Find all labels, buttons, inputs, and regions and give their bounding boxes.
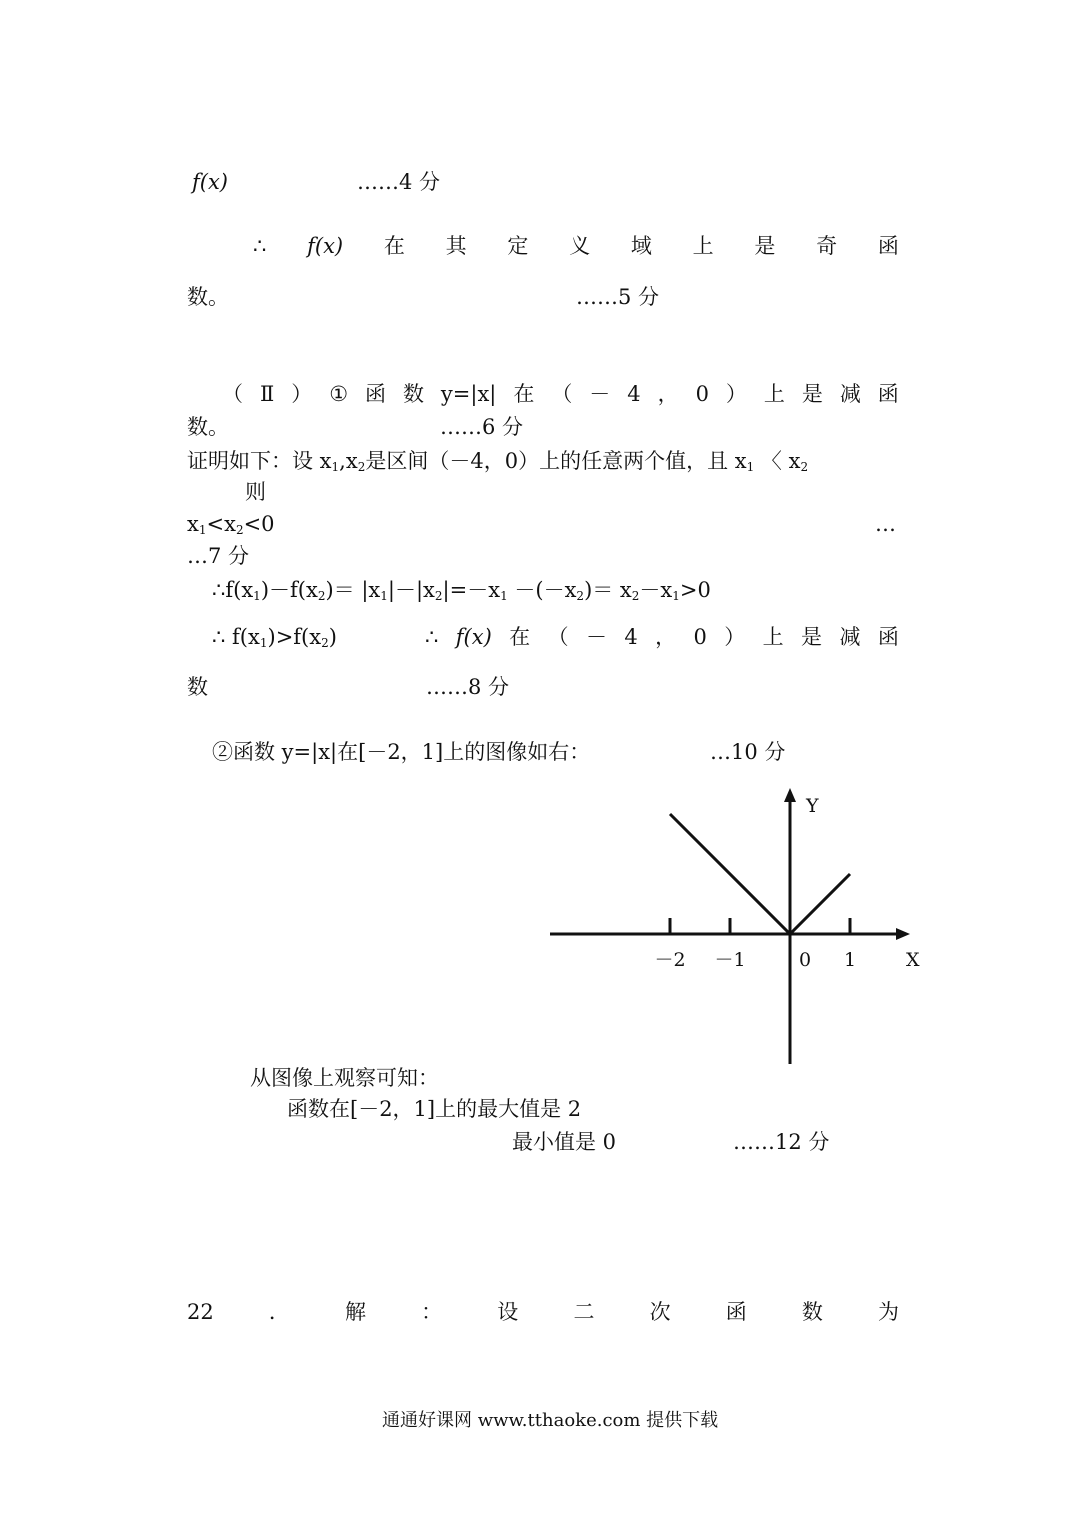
observation-3: 最小值是 0 <box>512 1130 617 1154</box>
observation-2: 函数在[－2，1]上的最大值是 2 <box>287 1097 582 1121</box>
char: 函 <box>877 382 899 406</box>
score-8: ……8 分 <box>426 675 510 699</box>
x-tick-label: －1 <box>714 949 746 971</box>
char: 域 <box>630 234 652 258</box>
line-end: 数 <box>187 675 208 699</box>
x-tick-label: 1 <box>843 949 857 971</box>
line-end: 数。 <box>187 285 229 309</box>
graph-intro: ②函数 y=|x|在[－2，1]上的图像如右： <box>212 740 591 764</box>
char: ① <box>329 382 349 406</box>
char: ） <box>725 382 747 406</box>
char: 4 <box>627 382 641 406</box>
char: ， <box>657 382 679 406</box>
char: 奇 <box>816 234 838 258</box>
abs-curve <box>670 814 850 934</box>
char: 减 <box>839 382 861 406</box>
char: ： <box>421 1300 443 1324</box>
char: 上 <box>692 234 714 258</box>
score-10: …10 分 <box>710 740 786 764</box>
proof-line: 证明如下：设 $x_1,x_2$是区间（－4，0）上的任意两个值，且 $x_1$ 〈 $x_2$ <box>187 449 809 474</box>
score-12: ……12 分 <box>733 1130 830 1154</box>
char: 数 <box>402 382 424 406</box>
question-22 <box>187 1302 899 1323</box>
conclusion-left: ∴ $f(x_1)>f(x_2)$ <box>212 625 337 650</box>
char: ． <box>268 1300 290 1324</box>
char: 在 <box>513 382 535 406</box>
difference-line: $\therefore f(x_1)-f(x_2)= |x_1|-|x_2|=-x_1 -(-x_2)= x_2-x_1>0$ <box>212 578 711 603</box>
char: 22 <box>187 1300 214 1324</box>
char: 在 <box>509 625 531 649</box>
char: 定 <box>507 234 529 258</box>
dots: … <box>875 512 896 536</box>
fx-text: f(x) <box>307 234 344 258</box>
y-axis-label: Y <box>806 795 819 817</box>
char: 函 <box>877 625 899 649</box>
line-end: 数。 <box>187 415 229 439</box>
score-4: ……4 分 <box>357 170 441 194</box>
footer: 通通好课网 www.tthaoke.com 提供下载 <box>382 1410 719 1431</box>
char: 义 <box>569 234 591 258</box>
fx-text: f(x) <box>192 170 229 194</box>
char: － <box>585 625 607 649</box>
char: Ⅱ <box>259 382 275 406</box>
char: 数 <box>801 1300 823 1324</box>
y-axis <box>784 788 796 1064</box>
char: （ <box>551 382 573 406</box>
char: 二 <box>573 1300 595 1324</box>
char: － <box>589 382 611 406</box>
conclusion-right <box>425 627 899 648</box>
odd-function-line <box>253 236 899 257</box>
observation-1: 从图像上观察可知： <box>250 1066 439 1090</box>
inequality: $x_1<x_2<0$ <box>187 512 275 537</box>
then-text: 则 <box>245 480 266 504</box>
therefore-symbol: ∴ <box>253 234 267 258</box>
char: 是 <box>801 625 823 649</box>
char: 其 <box>445 234 467 258</box>
x-tick-label: －2 <box>654 949 686 971</box>
char: 0 <box>695 382 709 406</box>
char: 函 <box>725 1300 747 1324</box>
char: 上 <box>762 625 784 649</box>
char: 是 <box>801 382 823 406</box>
char: 减 <box>839 625 861 649</box>
char: 是 <box>754 234 776 258</box>
x-tick-label: 0 <box>798 949 812 971</box>
char: 次 <box>649 1300 671 1324</box>
char: ） <box>291 382 313 406</box>
fx-text: f(x) <box>455 625 492 649</box>
score-7: …7 分 <box>187 544 250 568</box>
score-5: ……5 分 <box>576 285 660 309</box>
char: 4 <box>624 625 638 649</box>
char: 上 <box>763 382 785 406</box>
char: 0 <box>693 625 707 649</box>
char: 设 <box>497 1300 519 1324</box>
char: （ <box>547 625 569 649</box>
char: ） <box>724 625 746 649</box>
char: 解 <box>345 1300 367 1324</box>
char: ， <box>655 625 677 649</box>
char: （ <box>222 382 243 406</box>
char: 函 <box>364 382 386 406</box>
decreasing-heading <box>222 384 899 405</box>
char: y=|x| <box>440 382 497 406</box>
x-axis-label: X <box>906 949 920 971</box>
therefore-symbol: ∴ <box>425 625 439 649</box>
char: 为 <box>878 1300 899 1324</box>
abs-graph <box>540 780 940 1080</box>
score-6: ……6 分 <box>440 415 524 439</box>
char: 在 <box>383 234 405 258</box>
char: 函 <box>877 234 899 258</box>
